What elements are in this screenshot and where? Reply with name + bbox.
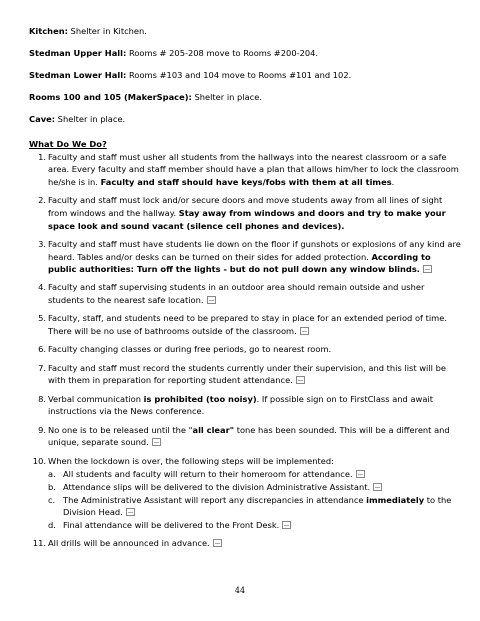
sub-list-item-text <box>63 469 365 479</box>
list-item-text <box>48 456 334 466</box>
separator-glyph-icon <box>373 483 382 491</box>
text-run: Faculty and staff must record the students currently under their supervision, and this list will be with them in preparation for reporting student attendance. <box>48 362 446 386</box>
text-run: tone has been sounded. This will be a different and unique, separate sound. <box>48 424 450 448</box>
list-number: 9. <box>38 424 46 435</box>
text-run: . <box>391 176 395 187</box>
bold-text: Faculty and staff should have keys/fobs with them at all times <box>100 176 392 187</box>
bold-text: According to public authorities: Turn off the lights - but do not pull down any window blinds. <box>48 251 431 275</box>
sub-list-item-text <box>63 495 451 518</box>
list-item-text <box>48 363 446 386</box>
separator-glyph-icon <box>423 265 432 273</box>
sub-list-letter: d. <box>48 519 56 530</box>
separator-glyph-icon <box>207 296 216 304</box>
page-content <box>29 25 461 556</box>
sub-list-letter: b. <box>48 481 56 492</box>
list-item-text <box>48 538 222 548</box>
list-item-text <box>48 425 450 448</box>
list-item-text <box>48 152 459 187</box>
list-number: 5. <box>38 313 46 324</box>
list-item-text <box>48 313 447 336</box>
text-run: to the Division Head. <box>63 494 452 518</box>
list-item-text <box>48 195 446 230</box>
location-label: Stedman Lower Hall: <box>29 69 127 80</box>
sub-list-letter: c. <box>48 494 56 505</box>
location-list <box>29 25 461 125</box>
location-line <box>29 91 461 104</box>
list-item <box>29 238 461 276</box>
list-item <box>29 537 461 550</box>
list-item-text <box>48 394 433 417</box>
list-item <box>29 151 461 189</box>
text-run: When the lockdown is over, the following steps will be implemented: <box>48 455 334 466</box>
list-number: 10. <box>32 455 46 466</box>
location-label: Rooms 100 and 105 (MakerSpace): <box>29 91 192 102</box>
page-number: 44 <box>234 586 246 595</box>
text-run: Faculty, staff, and students need to be prepared to stay in place for an extended period of time. There will be no use of bathrooms outside of the classroom. <box>48 313 447 337</box>
section-heading: What Do We Do? <box>29 139 107 150</box>
sub-list-item <box>48 468 461 481</box>
location-label: Cave: <box>29 113 56 124</box>
location-label: Stedman Upper Hall: <box>29 47 127 58</box>
sub-list <box>48 468 461 531</box>
separator-glyph-icon <box>300 327 309 335</box>
list-number: 11. <box>32 538 46 549</box>
location-instruction: Rooms #103 and 104 move to Rooms #101 and 102. <box>126 69 352 80</box>
sub-list-item <box>48 481 461 494</box>
list-number: 2. <box>38 195 46 206</box>
separator-glyph-icon <box>356 470 365 478</box>
text-run: Attendance slips will be delivered to the division Administrative Assistant. <box>63 481 371 492</box>
text-run: . If possible sign on to FirstClass and await instructions via the News conference. <box>48 393 433 417</box>
list-item-text <box>48 282 424 305</box>
text-run: Faculty changing classes or during free periods, go to nearest room. <box>48 344 332 355</box>
location-instruction: Shelter in place. <box>55 113 126 124</box>
sub-list-item-text <box>63 520 291 530</box>
separator-glyph-icon <box>213 539 222 547</box>
text-run: Final attendance will be delivered to the Front Desk. <box>63 519 280 530</box>
sub-list-item <box>48 494 461 519</box>
list-item <box>29 312 461 337</box>
location-line <box>29 25 461 38</box>
list-number: 4. <box>38 282 46 293</box>
separator-glyph-icon <box>126 508 135 516</box>
list-item-text <box>48 344 331 354</box>
bold-text: immediately <box>366 494 425 505</box>
text-run: Faculty and staff must usher all students from the hallways into the nearest classroom or a safe area. Every faculty and staff member should have a plan that allows him/her to lock the classroom he/she is in. <box>48 151 459 187</box>
list-item <box>29 281 461 306</box>
list-item <box>29 362 461 387</box>
bold-text: Stay away from windows and doors and try to make your space look and sound vacant (silence cell phones and devices). <box>48 207 446 231</box>
text-run: All students and faculty will return to their homeroom for attendance. <box>63 469 353 480</box>
location-line <box>29 113 461 126</box>
bold-text: all clear" <box>192 424 235 435</box>
list-item-text <box>48 239 461 274</box>
list-item <box>29 424 461 449</box>
procedure-list <box>29 151 461 550</box>
text-run: No one is to be released until the " <box>48 424 193 435</box>
text-run: The Administrative Assistant will report any discrepancies in attendance <box>63 494 367 505</box>
list-item <box>29 194 461 232</box>
text-run: Faculty and staff must lock and/or secure doors and move students away from all lines of sight from windows and the hallway. <box>48 195 443 218</box>
sub-list-item-text <box>63 482 382 492</box>
list-item <box>29 343 461 356</box>
text-run: Verbal communication <box>48 393 144 404</box>
list-number: 1. <box>38 151 46 162</box>
list-item <box>29 393 461 418</box>
list-number: 3. <box>38 238 46 249</box>
text-run: Faculty and staff must have students lie down on the floor if gunshots or explosions of any kind are heard. Tables and/or desks can be turned on their sides for added protection. <box>48 238 461 262</box>
list-number: 6. <box>38 344 46 355</box>
location-label: Kitchen: <box>29 26 68 36</box>
list-item <box>29 455 461 532</box>
sub-list-letter: a. <box>48 469 56 480</box>
location-instruction: Shelter in place. <box>191 91 262 102</box>
separator-glyph-icon <box>296 376 305 384</box>
location-line <box>29 69 461 82</box>
text-run: All drills will be announced in advance. <box>48 538 210 549</box>
sub-list-item <box>48 519 461 532</box>
bold-text: is prohibited (too noisy) <box>143 393 257 404</box>
text-run: Faculty and staff supervising students in an outdoor area should remain outside and usher students to the nearest safe location. <box>48 282 425 306</box>
location-instruction: Shelter in Kitchen. <box>67 26 147 36</box>
list-number: 8. <box>38 393 46 404</box>
list-number: 7. <box>38 362 46 373</box>
separator-glyph-icon <box>282 521 291 529</box>
location-line <box>29 47 461 60</box>
separator-glyph-icon <box>152 438 161 446</box>
location-instruction: Rooms # 205-208 move to Rooms #200-204. <box>126 47 319 58</box>
